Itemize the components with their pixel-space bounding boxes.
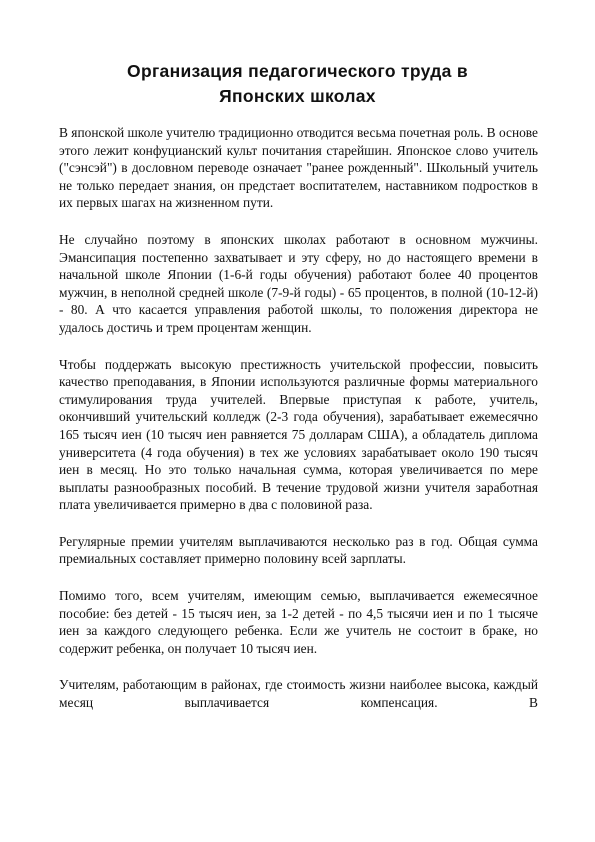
paragraph-6: Учителям, работающим в районах, где стоимость жизни наиболее высока, каждый месяц выплачивается компенсация. В — [59, 677, 538, 711]
document-body — [59, 124, 538, 731]
paragraph-2: Не случайно поэтому в японских школах работают в основном мужчины. Эмансипация постепенно захватывает и эту сферу, но до настоящего времени в начальной школе Японии (1-6-й годы обучения) работают более 40 процентов мужчин, в неполной средней школе (7-9-й годы) - 65 процентов, в полной (10-12-й) - 80. А что касается управления работой школы, то положения директора не удалось достичь и трем процентам женщин. — [59, 231, 538, 335]
paragraph-1: В японской школе учителю традиционно отводится весьма почетная роль. В основе этого лежит конфуцианский культ почитания старейшин. Японское слово учитель ("сэнсэй") в дословном переводе означает "ранее рожденный". Школьный учитель не только передает знания, он предстает воспитателем, наставником подростков в их первых шагах на жизненном пути. — [59, 125, 538, 211]
title-line-1: Организация педагогического труда в — [127, 61, 468, 81]
paragraph-4: Регулярные премии учителям выплачиваются несколько раз в год. Общая сумма премиальных составляет примерно половину всей зарплаты. — [59, 533, 538, 567]
paragraph-5: Помимо того, всем учителям, имеющим семью, выплачивается ежемесячное пособие: без детей - 15 тысяч иен, за 1-2 детей - по 4,5 тысячи иен и по 1 тысяче иен за каждого следующего ребенка. Если же учитель не состоит в браке, но содержит ребенка, он получает 10 тысяч иен. — [59, 588, 538, 656]
document-title — [60, 59, 535, 109]
paragraph-3: Чтобы поддержать высокую престижность учительской профессии, повысить качество преподавания, в Японии используются различные формы материального стимулирования труда учителей. Впервые приступая к работе, учитель, окончивший учительский колледж (2-3 года обучения), зарабатывает ежемесячно 165 тысяч иен (10 тысяч иен равняется 75 долларам США), а обладатель диплома университета (4 года обучения) в тех же условиях зарабатывает около 190 тысяч иен в месяц. Но это только начальная сумма, которая увеличивается по мере выплаты разнообразных пособий. В течение трудовой жизни учителя заработная плата увеличивается примерно в два с половиной раза. — [59, 356, 538, 513]
title-line-2: Японских школах — [219, 86, 376, 106]
